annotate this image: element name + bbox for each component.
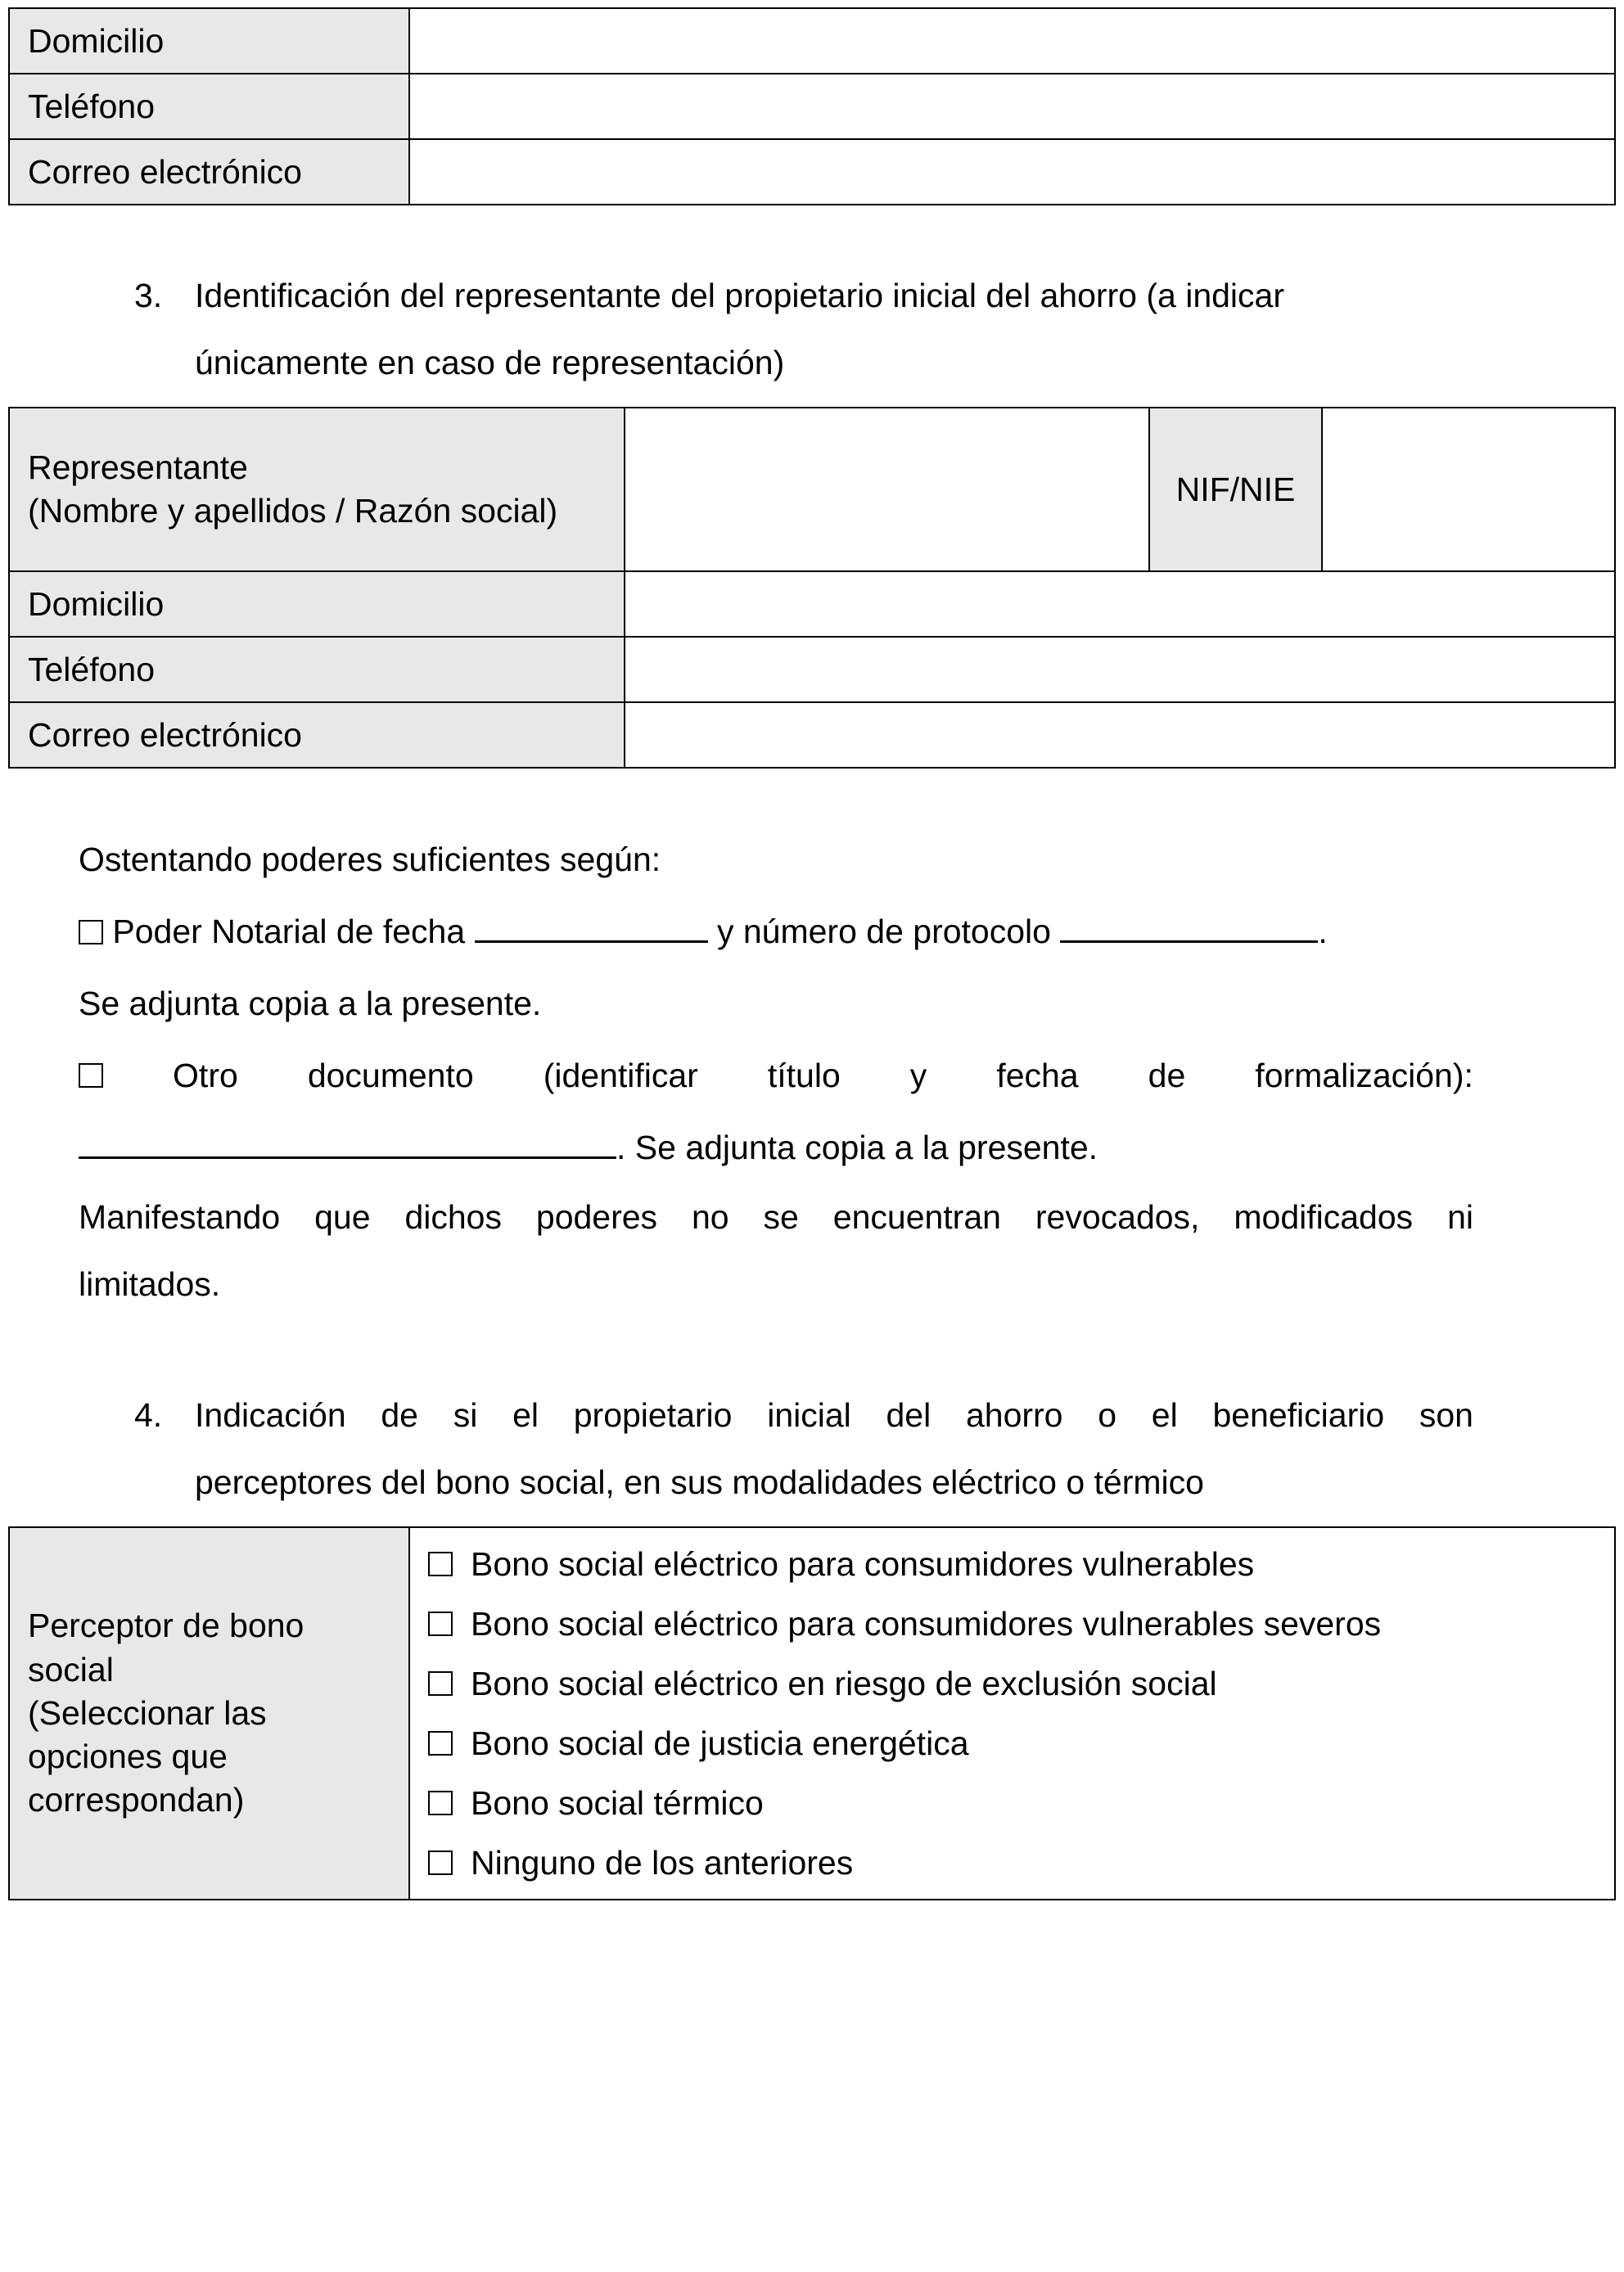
other-doc-blank[interactable] bbox=[79, 1129, 616, 1159]
other-word: y bbox=[909, 1057, 927, 1094]
other-doc-checkbox[interactable] bbox=[79, 1063, 103, 1088]
bono-option[interactable] bbox=[428, 1594, 1596, 1654]
notarial-protocol-blank[interactable] bbox=[1060, 913, 1318, 943]
copy-note: Se adjunta copia a la presente. bbox=[79, 985, 542, 1022]
bono-option[interactable] bbox=[428, 1774, 1596, 1833]
other-word: título bbox=[767, 1057, 841, 1094]
powers-intro: Ostentando poderes suficientes según: bbox=[79, 841, 661, 878]
notarial-protocol-label: y número de protocolo bbox=[716, 913, 1051, 950]
powers-block bbox=[79, 823, 1473, 1318]
notarial-end: . bbox=[1318, 913, 1328, 950]
holder-contact-table bbox=[8, 7, 1616, 205]
option-label: Bono social eléctrico para consumidores vulnerables severos bbox=[471, 1604, 1382, 1643]
other-word: de bbox=[1148, 1057, 1186, 1094]
option-label: Bono social eléctrico para consumidores vulnerables bbox=[471, 1544, 1255, 1583]
bono-option[interactable] bbox=[428, 1714, 1596, 1774]
manifest-line2: limitados. bbox=[79, 1265, 221, 1303]
other-word: documento bbox=[307, 1057, 474, 1094]
option-label: Bono social térmico bbox=[471, 1783, 764, 1822]
option-checkbox[interactable] bbox=[428, 1552, 453, 1576]
other-word: fecha bbox=[996, 1057, 1079, 1094]
representante-field[interactable] bbox=[625, 408, 1149, 571]
label-domicilio: Domicilio bbox=[9, 8, 409, 74]
option-label: Bono social eléctrico en riesgo de exclusión social bbox=[471, 1664, 1217, 1702]
bono-option[interactable] bbox=[428, 1833, 1596, 1893]
representative-table bbox=[8, 407, 1616, 769]
bono-social-table bbox=[8, 1526, 1616, 1900]
correo-field[interactable] bbox=[409, 139, 1615, 205]
perceptor-label-line1: Perceptor de bono social bbox=[28, 1607, 304, 1688]
telefono-field[interactable] bbox=[409, 74, 1615, 139]
option-checkbox[interactable] bbox=[428, 1731, 453, 1756]
other-word: formalización): bbox=[1255, 1057, 1473, 1094]
label-rep-domicilio: Domicilio bbox=[9, 571, 625, 637]
option-checkbox[interactable] bbox=[428, 1612, 453, 1636]
notarial-checkbox[interactable] bbox=[79, 920, 103, 944]
notarial-label: Poder Notarial de fecha bbox=[112, 913, 466, 950]
other-word: Otro bbox=[173, 1057, 238, 1094]
rep-telefono-field[interactable] bbox=[625, 637, 1615, 702]
label-representante: Representante (Nombre y apellidos / Razón social) bbox=[9, 408, 625, 571]
other-doc-blank-line bbox=[79, 1111, 1473, 1183]
section-3-number: 3. bbox=[134, 277, 163, 314]
bono-options-cell bbox=[409, 1527, 1615, 1900]
label-telefono: Teléfono bbox=[9, 74, 409, 139]
label-rep-telefono: Teléfono bbox=[9, 637, 625, 702]
bono-option[interactable] bbox=[428, 1535, 1596, 1594]
section-4-heading bbox=[134, 1382, 1473, 1516]
section-3-title-line1: Identificación del representante del propietario inicial del ahorro (a indicar bbox=[195, 277, 1284, 314]
rep-domicilio-field[interactable] bbox=[625, 571, 1615, 637]
rep-correo-field[interactable] bbox=[625, 702, 1615, 768]
nif-field[interactable] bbox=[1322, 408, 1615, 571]
notarial-line bbox=[79, 895, 1473, 967]
label-nif: NIF/NIE bbox=[1149, 408, 1322, 571]
other-word: (identificar bbox=[543, 1057, 698, 1094]
domicilio-field[interactable] bbox=[409, 8, 1615, 74]
notarial-date-blank[interactable] bbox=[475, 913, 708, 943]
label-rep-correo: Correo electrónico bbox=[9, 702, 625, 768]
other-copy-note: . Se adjunta copia a la presente. bbox=[616, 1129, 1098, 1166]
label-correo: Correo electrónico bbox=[9, 139, 409, 205]
section-3-heading bbox=[134, 262, 1473, 396]
section-4-title-line2: perceptores del bono social, en sus modalidades eléctrico o térmico bbox=[195, 1463, 1204, 1501]
option-checkbox[interactable] bbox=[428, 1851, 453, 1875]
bono-option[interactable] bbox=[428, 1654, 1596, 1714]
option-checkbox[interactable] bbox=[428, 1671, 453, 1696]
option-label: Ninguno de los anteriores bbox=[471, 1843, 854, 1882]
option-checkbox[interactable] bbox=[428, 1791, 453, 1815]
section-3-title-line2: únicamente en caso de representación) bbox=[195, 344, 785, 381]
perceptor-label-line2: (Seleccionar las opciones que correspondan) bbox=[28, 1693, 267, 1819]
section-4-number: 4. bbox=[134, 1396, 163, 1434]
other-doc-line bbox=[79, 1039, 1473, 1111]
label-perceptor bbox=[9, 1527, 409, 1900]
section-4-title-line1: Indicación de si el propietario inicial del ahorro o el beneficiario son bbox=[195, 1396, 1473, 1434]
option-label: Bono social de justicia energética bbox=[471, 1724, 969, 1762]
manifest-line1: Manifestando que dichos poderes no se encuentran revocados, modificados ni bbox=[79, 1198, 1473, 1236]
